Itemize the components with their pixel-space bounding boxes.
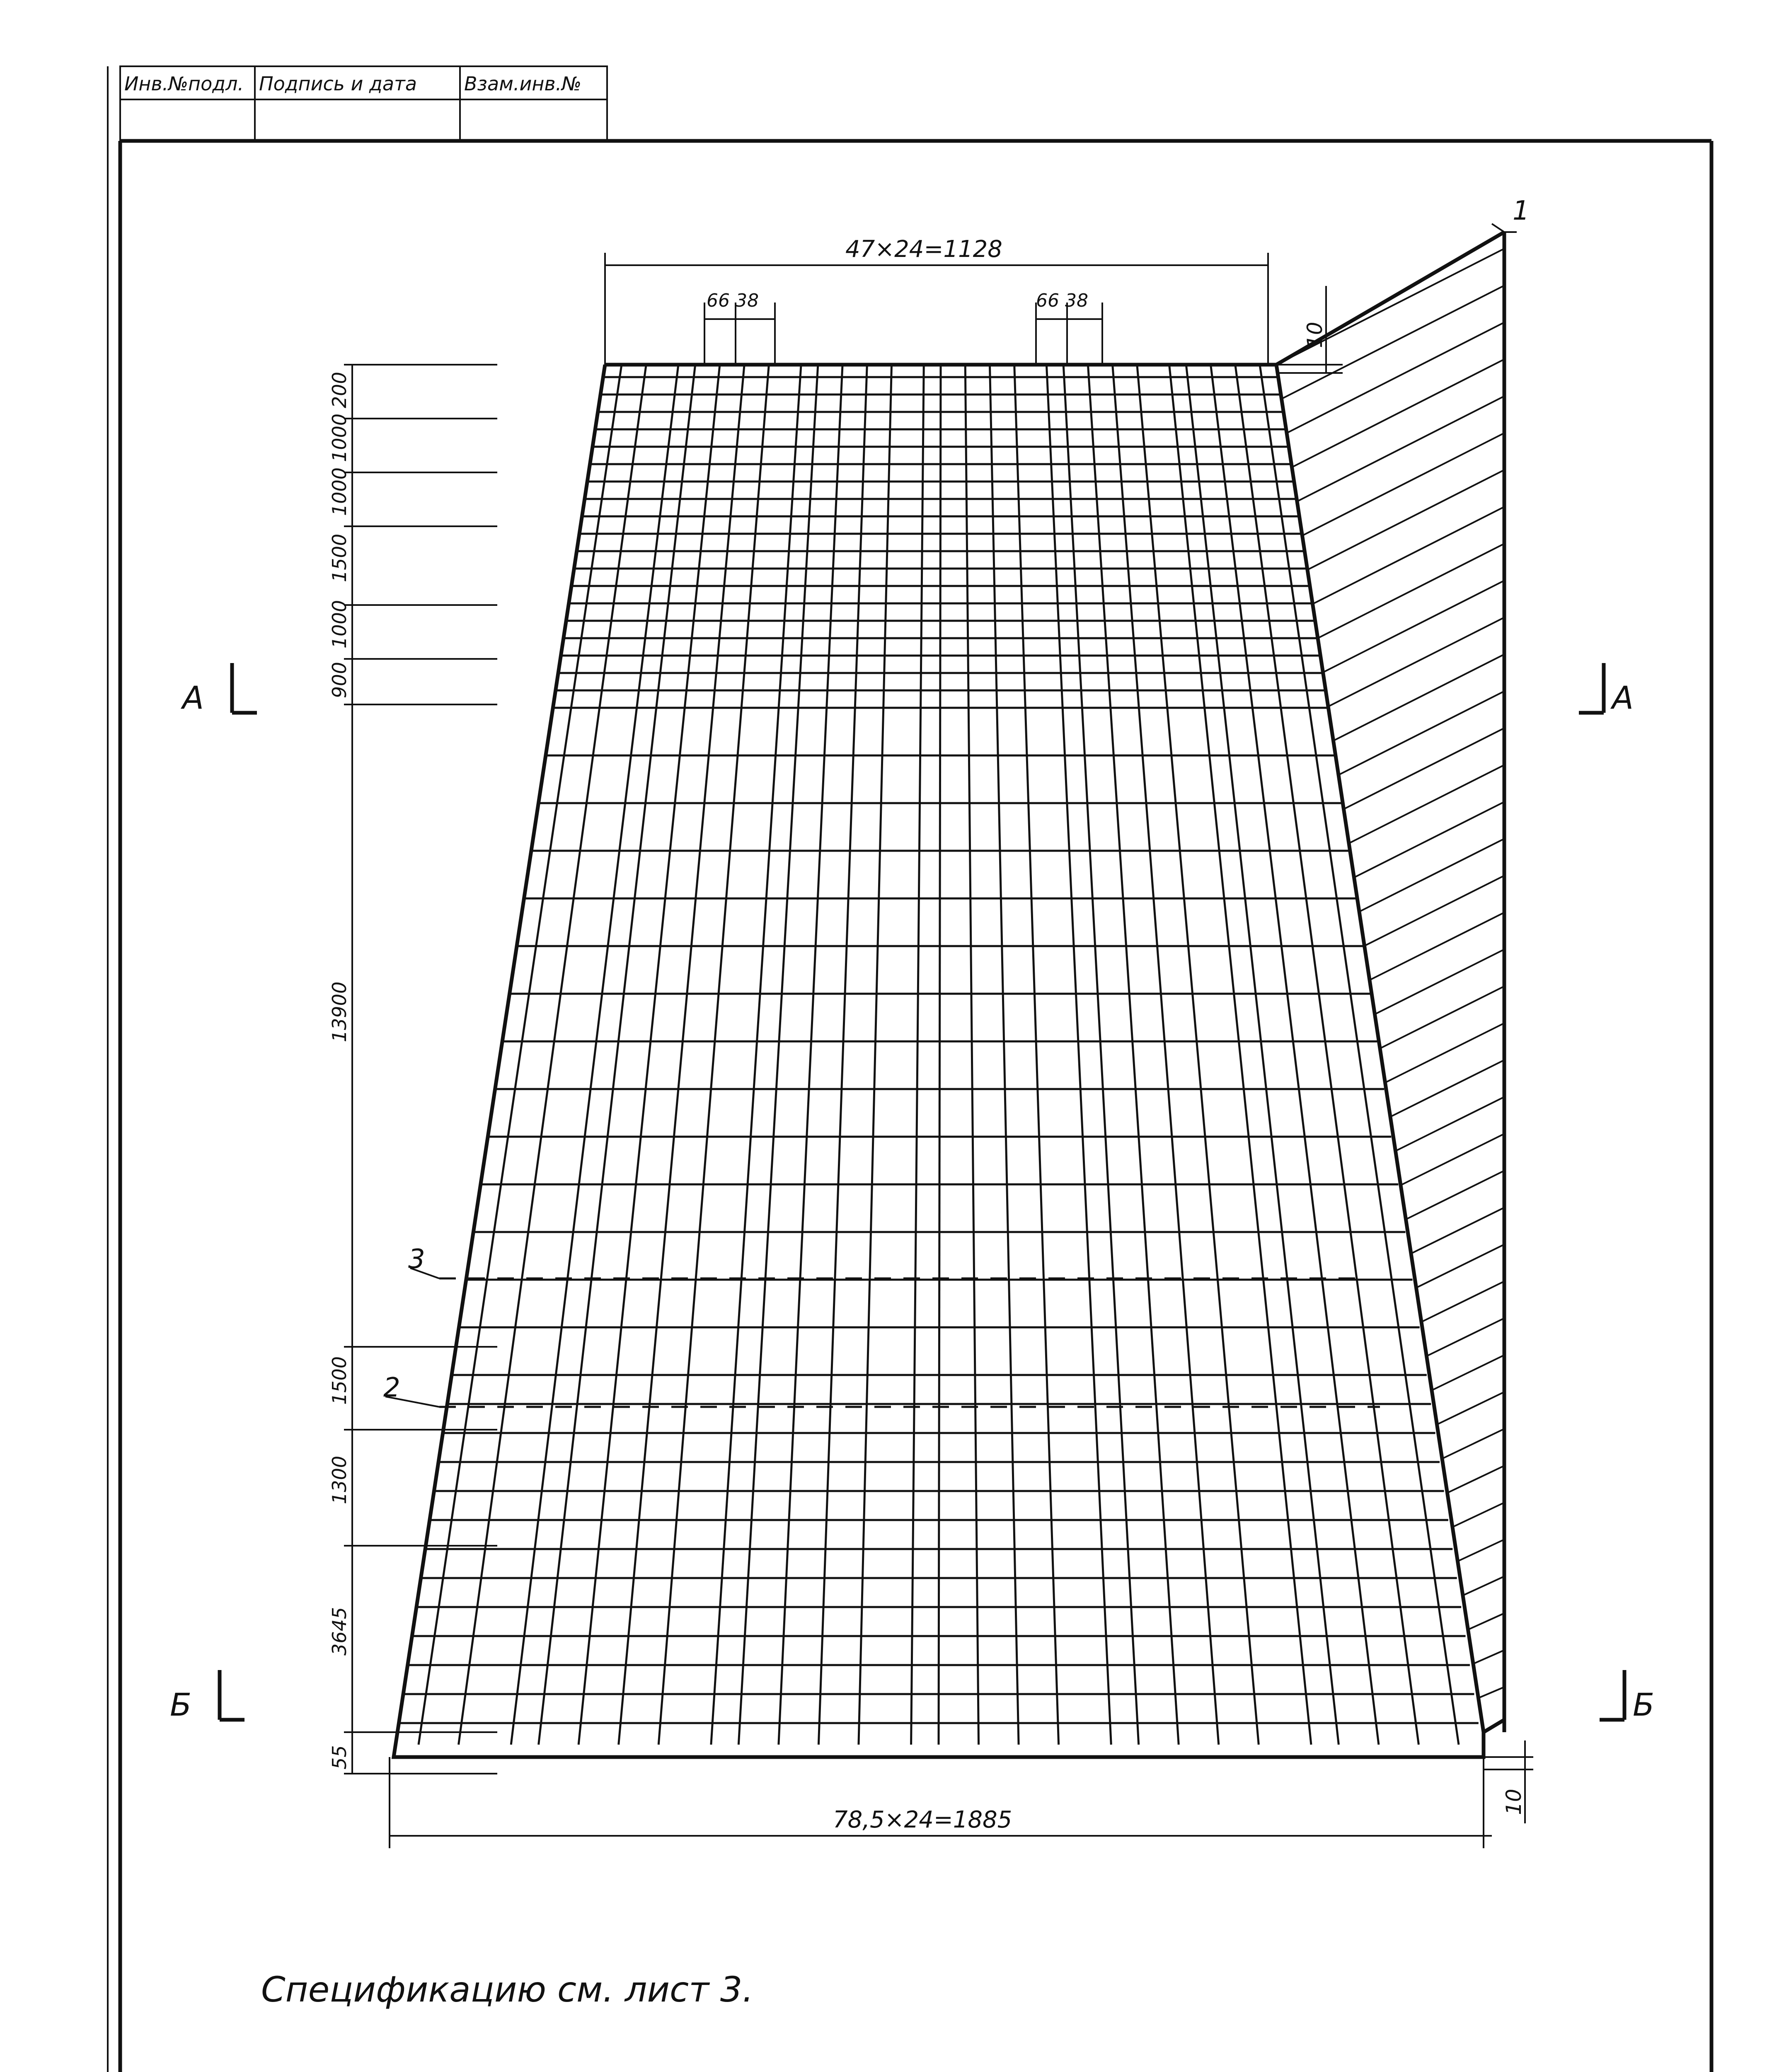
vertical-rod bbox=[990, 365, 1019, 1745]
vertical-rod bbox=[1211, 365, 1379, 1745]
vertical-rod bbox=[939, 365, 941, 1745]
side-rod bbox=[1463, 1576, 1504, 1595]
side-rod bbox=[1344, 728, 1505, 809]
side-rod bbox=[1421, 1281, 1504, 1322]
side-rod bbox=[1479, 1687, 1505, 1698]
vertical-rod bbox=[859, 365, 892, 1745]
side-rod bbox=[1447, 1466, 1505, 1493]
specification-note: Спецификацию см. лист 3. bbox=[261, 1969, 754, 2010]
side-rod bbox=[1339, 691, 1504, 775]
side-rod bbox=[1437, 1392, 1505, 1425]
left-dimension-label: 1500 bbox=[328, 533, 351, 582]
stamp-signature-label: Подпись и дата bbox=[259, 73, 417, 95]
svg-text:Б: Б bbox=[1633, 1686, 1655, 1723]
side-rod bbox=[1370, 913, 1504, 980]
side-rod bbox=[1380, 986, 1504, 1048]
side-rod bbox=[1416, 1244, 1505, 1288]
svg-text:А: А bbox=[1612, 679, 1634, 716]
svg-text:А: А bbox=[182, 679, 204, 716]
vertical-rod bbox=[419, 365, 622, 1745]
left-dimension-label: 900 bbox=[328, 662, 351, 698]
top-spacing-right: 66 38 bbox=[1036, 290, 1088, 311]
side-rod bbox=[1359, 839, 1504, 912]
bottom-width-dimension: 78,5×24=1885 bbox=[833, 1806, 1012, 1833]
section-a-right-marker bbox=[1579, 663, 1634, 716]
vertical-rod bbox=[579, 365, 720, 1745]
stamp-inv-label: Инв.№подл. bbox=[124, 73, 244, 95]
vertical-rod bbox=[511, 365, 678, 1745]
side-rod bbox=[1354, 802, 1505, 878]
left-dimension-label: 1000 bbox=[328, 413, 351, 462]
side-rod bbox=[1307, 470, 1504, 570]
side-rod bbox=[1302, 433, 1505, 536]
side-rod bbox=[1365, 876, 1505, 946]
side-rod bbox=[1468, 1613, 1505, 1630]
position-2-label: 2 bbox=[383, 1372, 400, 1403]
sheet-frame bbox=[108, 66, 1711, 2072]
top-stamp bbox=[120, 66, 607, 141]
side-rod bbox=[1375, 949, 1505, 1014]
section-b-right-marker bbox=[1600, 1670, 1654, 1723]
section-b-left-marker bbox=[170, 1670, 244, 1723]
side-rod bbox=[1452, 1503, 1504, 1527]
side-rod bbox=[1432, 1355, 1504, 1390]
side-rod bbox=[1390, 1060, 1504, 1117]
frame-drawing bbox=[383, 196, 1530, 1757]
left-dimension-label: 1500 bbox=[328, 1356, 351, 1405]
side-rod bbox=[1349, 765, 1504, 843]
bottom-offset-dimension: 10 bbox=[1502, 1789, 1526, 1815]
vertical-rod bbox=[818, 365, 867, 1745]
side-rod bbox=[1334, 654, 1505, 741]
left-dimension-label: 55 bbox=[328, 1745, 351, 1769]
top-spacing-left: 66 38 bbox=[707, 290, 759, 311]
position-1-label: 1 bbox=[1513, 196, 1530, 226]
vertical-rod bbox=[1014, 365, 1059, 1745]
side-rod bbox=[1427, 1318, 1505, 1356]
top-width-dimension: 47×24=1128 bbox=[845, 236, 1002, 263]
side-rod bbox=[1442, 1429, 1504, 1459]
side-rod bbox=[1385, 1023, 1505, 1083]
left-dimension-label: 1000 bbox=[328, 467, 351, 516]
vertical-rod bbox=[658, 365, 769, 1745]
side-rod bbox=[1328, 617, 1504, 707]
vertical-rod bbox=[911, 365, 924, 1745]
side-perspective-lines bbox=[1276, 249, 1504, 1698]
top-offset-dimension: 10 bbox=[1303, 322, 1327, 348]
side-rod bbox=[1411, 1208, 1504, 1254]
side-rod bbox=[1473, 1650, 1504, 1664]
left-dimension-label: 1300 bbox=[328, 1455, 351, 1504]
left-dimension-chain bbox=[328, 365, 497, 1774]
side-rod bbox=[1406, 1171, 1505, 1220]
vertical-rod bbox=[965, 365, 978, 1745]
position-3-label: 3 bbox=[408, 1244, 425, 1275]
vertical-rod bbox=[459, 365, 646, 1745]
side-rod bbox=[1323, 581, 1505, 673]
stamp-replace-label: Взам.инв.№ bbox=[464, 73, 582, 95]
side-rod bbox=[1458, 1539, 1505, 1561]
section-a-left-marker bbox=[180, 663, 257, 716]
left-dimension-label: 1000 bbox=[328, 600, 351, 649]
left-dimension-label: 3645 bbox=[328, 1607, 351, 1656]
side-rod bbox=[1318, 544, 1504, 638]
vertical-rod bbox=[738, 365, 818, 1745]
side-rod bbox=[1396, 1097, 1505, 1151]
vertical-rod bbox=[539, 365, 695, 1745]
left-dimension-label: 200 bbox=[328, 372, 351, 408]
svg-text:Б: Б bbox=[170, 1686, 192, 1723]
side-rod bbox=[1313, 507, 1505, 604]
left-dimension-label: 13900 bbox=[328, 981, 351, 1042]
